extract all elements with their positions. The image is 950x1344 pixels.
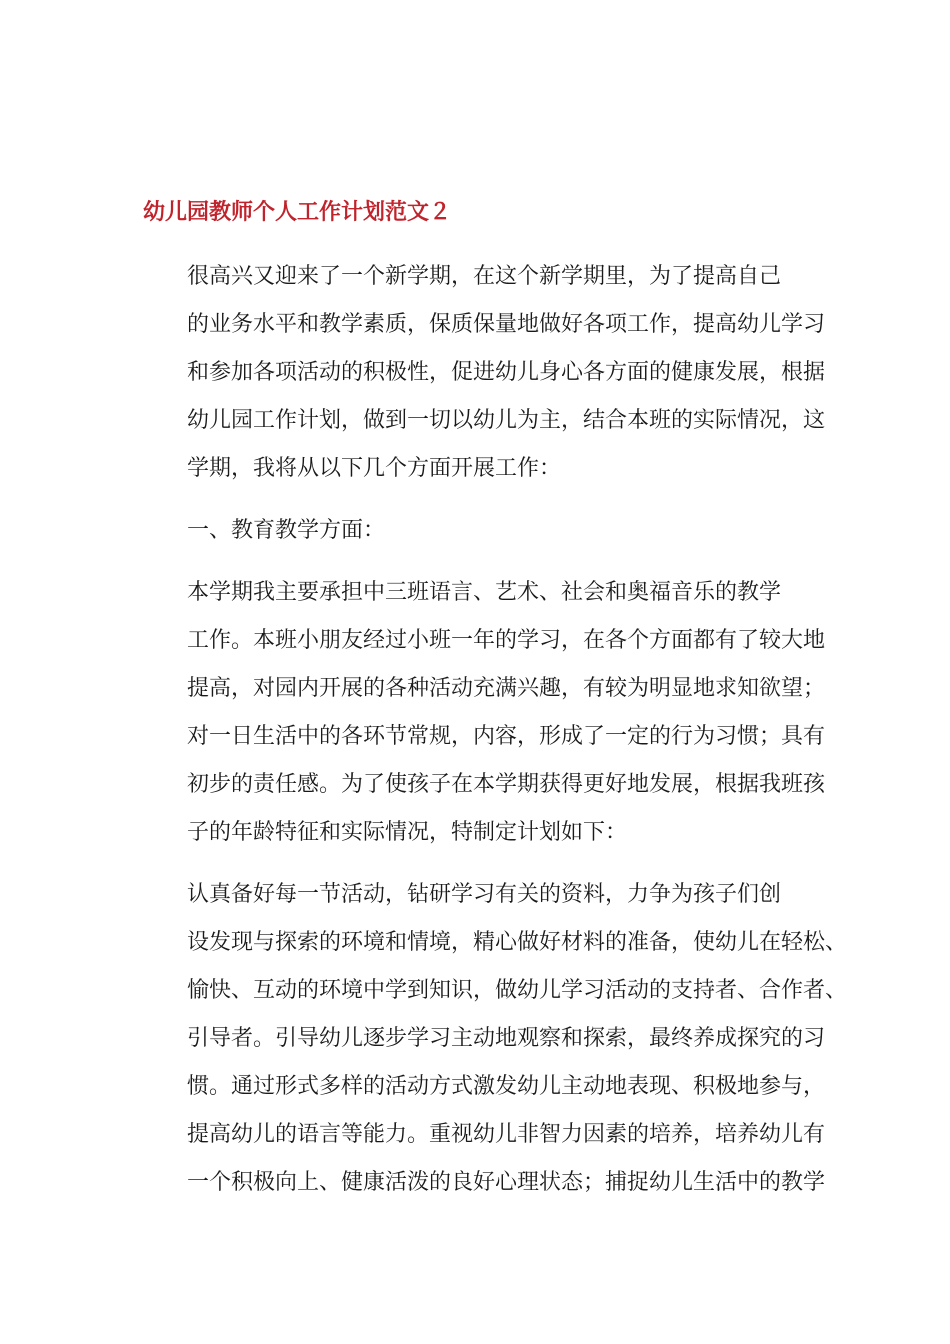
paragraph-line: 对一日生活中的各环节常规，内容，形成了一定的行为习惯；具有 bbox=[187, 724, 826, 749]
paragraph-line: 引导者。引导幼儿逐步学习主动地观察和探索，最终养成探究的习 bbox=[187, 1026, 826, 1051]
paragraph-line: 提高，对园内开展的各种活动充满兴趣，有较为明显地求知欲望； bbox=[187, 676, 826, 701]
paragraph-line: 工作。本班小朋友经过小班一年的学习，在各个方面都有了较大地 bbox=[187, 628, 826, 653]
paragraph-line: 本学期我主要承担中三班语言、艺术、社会和奥福音乐的教学 bbox=[187, 580, 782, 605]
paragraph-plan-details bbox=[143, 871, 848, 1207]
paragraph-line: 子的年龄特征和实际情况，特制定计划如下： bbox=[187, 820, 628, 845]
paragraph-line: 的业务水平和教学素质，保质保量地做好各项工作，提高幼儿学习 bbox=[187, 312, 826, 337]
paragraph-line: 初步的责任感。为了使孩子在本学期获得更好地发展，根据我班孩 bbox=[187, 772, 826, 797]
document-body bbox=[143, 253, 848, 1221]
paragraph-line: 学期，我将从以下几个方面开展工作： bbox=[187, 456, 562, 481]
paragraph-line: 设发现与探索的环境和情境，精心做好材料的准备，使幼儿在轻松、 bbox=[187, 930, 848, 955]
paragraph-line: 幼儿园工作计划，做到一切以幼儿为主，结合本班的实际情况，这 bbox=[187, 408, 826, 433]
section-heading-teaching bbox=[143, 507, 810, 555]
paragraph-line: 一个积极向上、健康活泼的良好心理状态；捕捉幼儿生活中的教学 bbox=[187, 1170, 826, 1195]
paragraph-intro bbox=[143, 253, 826, 493]
paragraph-line: 提高幼儿的语言等能力。重视幼儿非智力因素的培养，培养幼儿有 bbox=[187, 1122, 826, 1147]
document-title: 幼儿园教师个人工作计划范文２ bbox=[143, 199, 452, 225]
paragraph-class-overview bbox=[143, 569, 826, 857]
paragraph-line: 很高兴又迎来了一个新学期，在这个新学期里，为了提高自己 bbox=[187, 264, 782, 289]
paragraph-line: 认真备好每一节活动，钻研学习有关的资料，力争为孩子们创 bbox=[187, 882, 782, 907]
paragraph-line: 惯。通过形式多样的活动方式激发幼儿主动地表现、积极地参与， bbox=[187, 1074, 826, 1099]
paragraph-line: 愉快、互动的环境中学到知识，做幼儿学习活动的支持者、合作者、 bbox=[187, 978, 848, 1003]
paragraph-line: 和参加各项活动的积极性，促进幼儿身心各方面的健康发展，根据 bbox=[187, 360, 826, 385]
section-heading-line: 一、教育教学方面： bbox=[187, 518, 386, 543]
